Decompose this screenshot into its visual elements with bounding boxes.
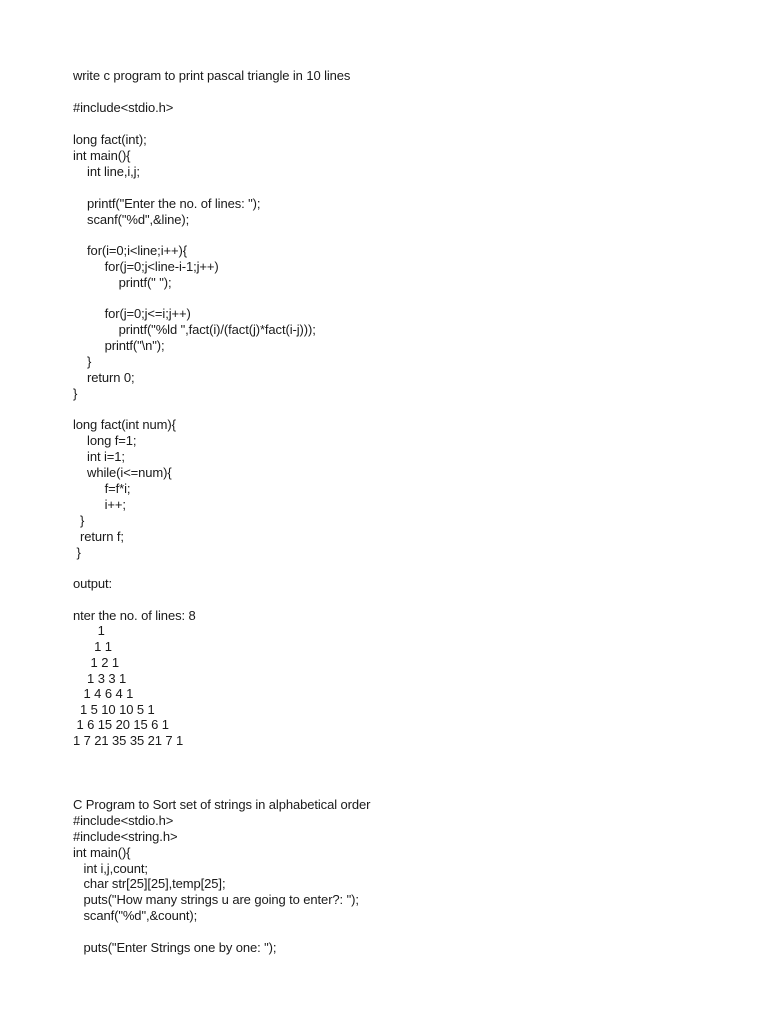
- code-line: i++;: [73, 497, 126, 512]
- output-line: 1 7 21 35 35 21 7 1: [73, 733, 184, 748]
- code-line: while(i<=num){: [73, 465, 172, 480]
- output-line: nter the no. of lines: 8: [73, 608, 196, 623]
- code-line: scanf("%d",&count);: [73, 908, 198, 923]
- output-line: 1 6 15 20 15 6 1: [73, 717, 169, 732]
- code-line: long fact(int num){: [73, 417, 176, 432]
- code-line: printf("Enter the no. of lines: ");: [73, 196, 261, 211]
- code-line: int i=1;: [73, 449, 125, 464]
- doc-title-pascal: write c program to print pascal triangle in 10 lines: [73, 68, 351, 83]
- output-heading: output:: [73, 576, 113, 591]
- code-line: for(i=0;i<line;i++){: [73, 243, 187, 258]
- output-line: 1: [73, 623, 105, 638]
- output-line: 1 1: [73, 639, 112, 654]
- code-line: puts("Enter Strings one by one: ");: [73, 940, 277, 955]
- code-line: #include<stdio.h>: [73, 813, 174, 828]
- code-line: long f=1;: [73, 433, 137, 448]
- code-line: printf("\n");: [73, 338, 165, 353]
- code-line: for(j=0;j<line-i-1;j++): [73, 259, 219, 274]
- code-line: printf(" ");: [73, 275, 172, 290]
- output-line: 1 3 3 1: [73, 671, 127, 686]
- code-line: }: [73, 354, 92, 369]
- output-line: 1 2 1: [73, 655, 119, 670]
- code-line: int main(){: [73, 148, 131, 163]
- code-line: int i,j,count;: [73, 861, 148, 876]
- code-line: return 0;: [73, 370, 135, 385]
- code-line: return f;: [73, 529, 124, 544]
- code-line: }: [73, 545, 81, 560]
- code-line: }: [73, 513, 85, 528]
- code-line: puts("How many strings u are going to enter?: ");: [73, 892, 359, 907]
- code-line: }: [73, 386, 78, 401]
- code-line: f=f*i;: [73, 481, 131, 496]
- code-line: int line,i,j;: [73, 164, 140, 179]
- code-line: #include<string.h>: [73, 829, 178, 844]
- output-line: 1 5 10 10 5 1: [73, 702, 155, 717]
- code-line: int main(){: [73, 845, 131, 860]
- code-line: scanf("%d",&line);: [73, 212, 190, 227]
- code-line: char str[25][25],temp[25];: [73, 876, 226, 891]
- code-line: long fact(int);: [73, 132, 147, 147]
- doc-title-sort: C Program to Sort set of strings in alphabetical order: [73, 797, 371, 812]
- code-line: for(j=0;j<=i;j++): [73, 306, 191, 321]
- output-line: 1 4 6 4 1: [73, 686, 134, 701]
- code-line: #include<stdio.h>: [73, 100, 174, 115]
- code-line: printf("%ld ",fact(i)/(fact(j)*fact(i-j)));: [73, 322, 316, 337]
